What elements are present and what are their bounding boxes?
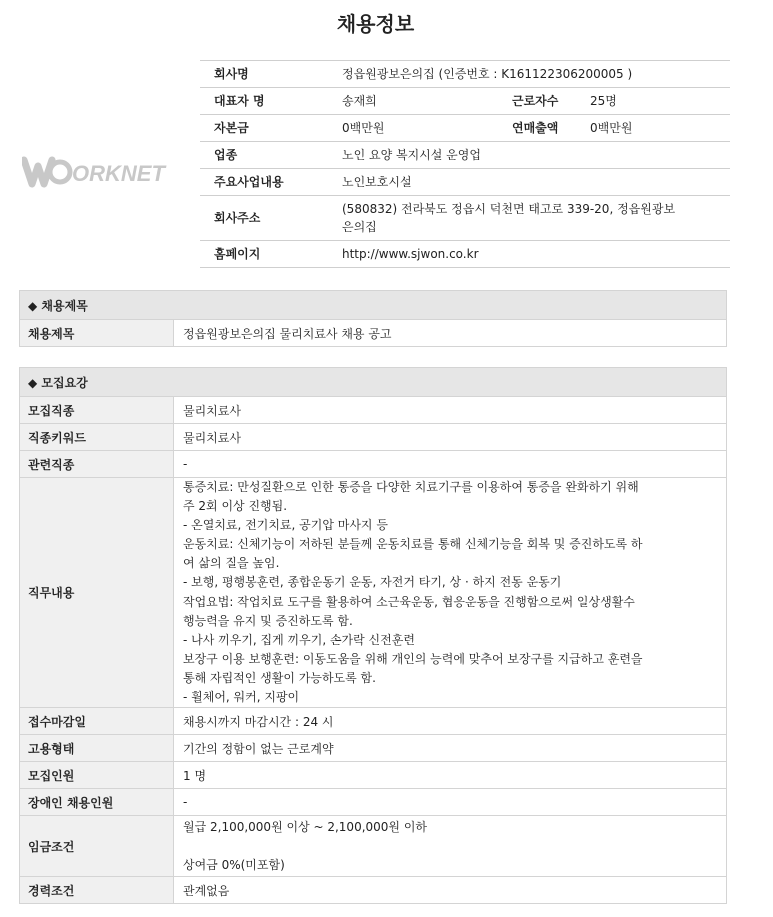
duty-line: 보장구 이용 보행훈련: 이동도움을 위해 개인의 능력에 맞추어 보장구를 지급하고 훈련을 [183, 651, 643, 666]
worknet-logo-mark [22, 152, 178, 188]
disabled-headcount-value: - [174, 789, 727, 816]
address-label: 회사주소 [200, 196, 328, 241]
employment-type-label: 고용형태 [20, 735, 174, 762]
duty-line: - 나사 끼우기, 집게 끼우기, 손가락 신전훈련 [183, 632, 415, 647]
company-name-label: 회사명 [200, 61, 328, 88]
related-job-label: 관련직종 [20, 451, 174, 478]
company-info-table [200, 60, 730, 268]
worknet-logo [22, 152, 178, 188]
deadline-value: 채용시까지 마감시간 : 24 시 [174, 708, 727, 735]
employment-type-value: 기간의 정함이 없는 근로계약 [174, 735, 727, 762]
capital-label: 자본금 [200, 115, 328, 142]
workers-label: 근로자수 [512, 88, 576, 115]
address-line: (580832) 전라북도 정읍시 덕천면 태고로 339-20, 정읍원광보 [342, 202, 676, 216]
duty-line: 통증치료: 만성질환으로 인한 통증을 다양한 치료기구를 이용하여 통증을 완화하기 위해 [183, 480, 639, 494]
duty-line: - 온열치료, 전기치료, 공기압 마사지 등 [183, 518, 388, 533]
company-name-value: 정읍원광보은의집 (인증번호 : K161122306200005 ) [328, 61, 730, 88]
capital-value: 0백만원 [328, 115, 512, 142]
recruit-title-section [19, 290, 727, 347]
duty-content [174, 478, 727, 708]
sales-label: 연매출액 [512, 115, 576, 142]
related-job-value: - [174, 451, 727, 478]
section-header-recruit-title: ◆ 채용제목 [20, 291, 727, 320]
ceo-label: 대표자 명 [200, 88, 328, 115]
duty-line: 통해 자립적인 생활이 가능하도록 함. [183, 670, 376, 685]
pay-range: 월급 2,100,000원 이상 ~ 2,100,000원 이하 [183, 820, 428, 835]
duty-line: 여 삶의 질을 높임. [183, 556, 280, 571]
address-value [328, 196, 730, 241]
headcount-value: 1 명 [174, 762, 727, 789]
job-label: 모집직종 [20, 397, 174, 424]
business-label: 주요사업내용 [200, 169, 328, 196]
section-header-requirements: ◆ 모집요강 [20, 368, 727, 397]
business-value: 노인보호시설 [328, 169, 730, 196]
keyword-label: 직종키워드 [20, 424, 174, 451]
industry-value: 노인 요양 복지시설 운영업 [328, 142, 730, 169]
career-value: 관계없음 [174, 877, 727, 904]
homepage-link[interactable]: http://www.sjwon.co.kr [328, 241, 730, 268]
duty-line: 작업요법: 작업치료 도구를 활용하여 소근육운동, 협응운동을 진행함으로써 일상생활수 [183, 594, 635, 609]
keyword-value: 물리치료사 [174, 424, 727, 451]
recruit-title-label: 채용제목 [20, 320, 174, 347]
duty-line: 운동치료: 신체기능이 저하된 분들께 운동치료를 통해 신체기능을 회복 및 증진하도록 하 [183, 537, 643, 552]
logo-text: ORKNET [72, 161, 165, 186]
sales-value: 0백만원 [576, 115, 730, 142]
pay-value [174, 816, 727, 877]
duty-line: 행능력을 유지 및 증진하도록 함. [183, 613, 353, 628]
workers-value: 25명 [576, 88, 730, 115]
ceo-value: 송재희 [328, 88, 512, 115]
deadline-label: 접수마감일 [20, 708, 174, 735]
pay-bonus: 상여금 0%(미포함) [183, 858, 285, 873]
pay-label: 임금조건 [20, 816, 174, 877]
job-value: 물리치료사 [174, 397, 727, 424]
headcount-label: 모집인원 [20, 762, 174, 789]
homepage-label: 홈페이지 [200, 241, 328, 268]
duty-line: - 휠체어, 워커, 지팡이 [183, 690, 300, 705]
duty-line: - 보행, 평행봉훈련, 종합운동기 운동, 자전거 타기, 상 · 하지 전동 운동기 [183, 575, 562, 590]
disabled-headcount-label: 장애인 채용인원 [20, 789, 174, 816]
recruit-title-value: 정읍원광보은의집 물리치료사 채용 공고 [174, 320, 727, 347]
address-line: 은의집 [342, 220, 377, 234]
career-label: 경력조건 [20, 877, 174, 904]
industry-label: 업종 [200, 142, 328, 169]
requirements-section [19, 367, 727, 904]
page-title: 채용정보 [336, 12, 415, 36]
duty-line: 주 2회 이상 진행됨. [183, 499, 288, 514]
duty-label: 직무내용 [20, 478, 174, 708]
